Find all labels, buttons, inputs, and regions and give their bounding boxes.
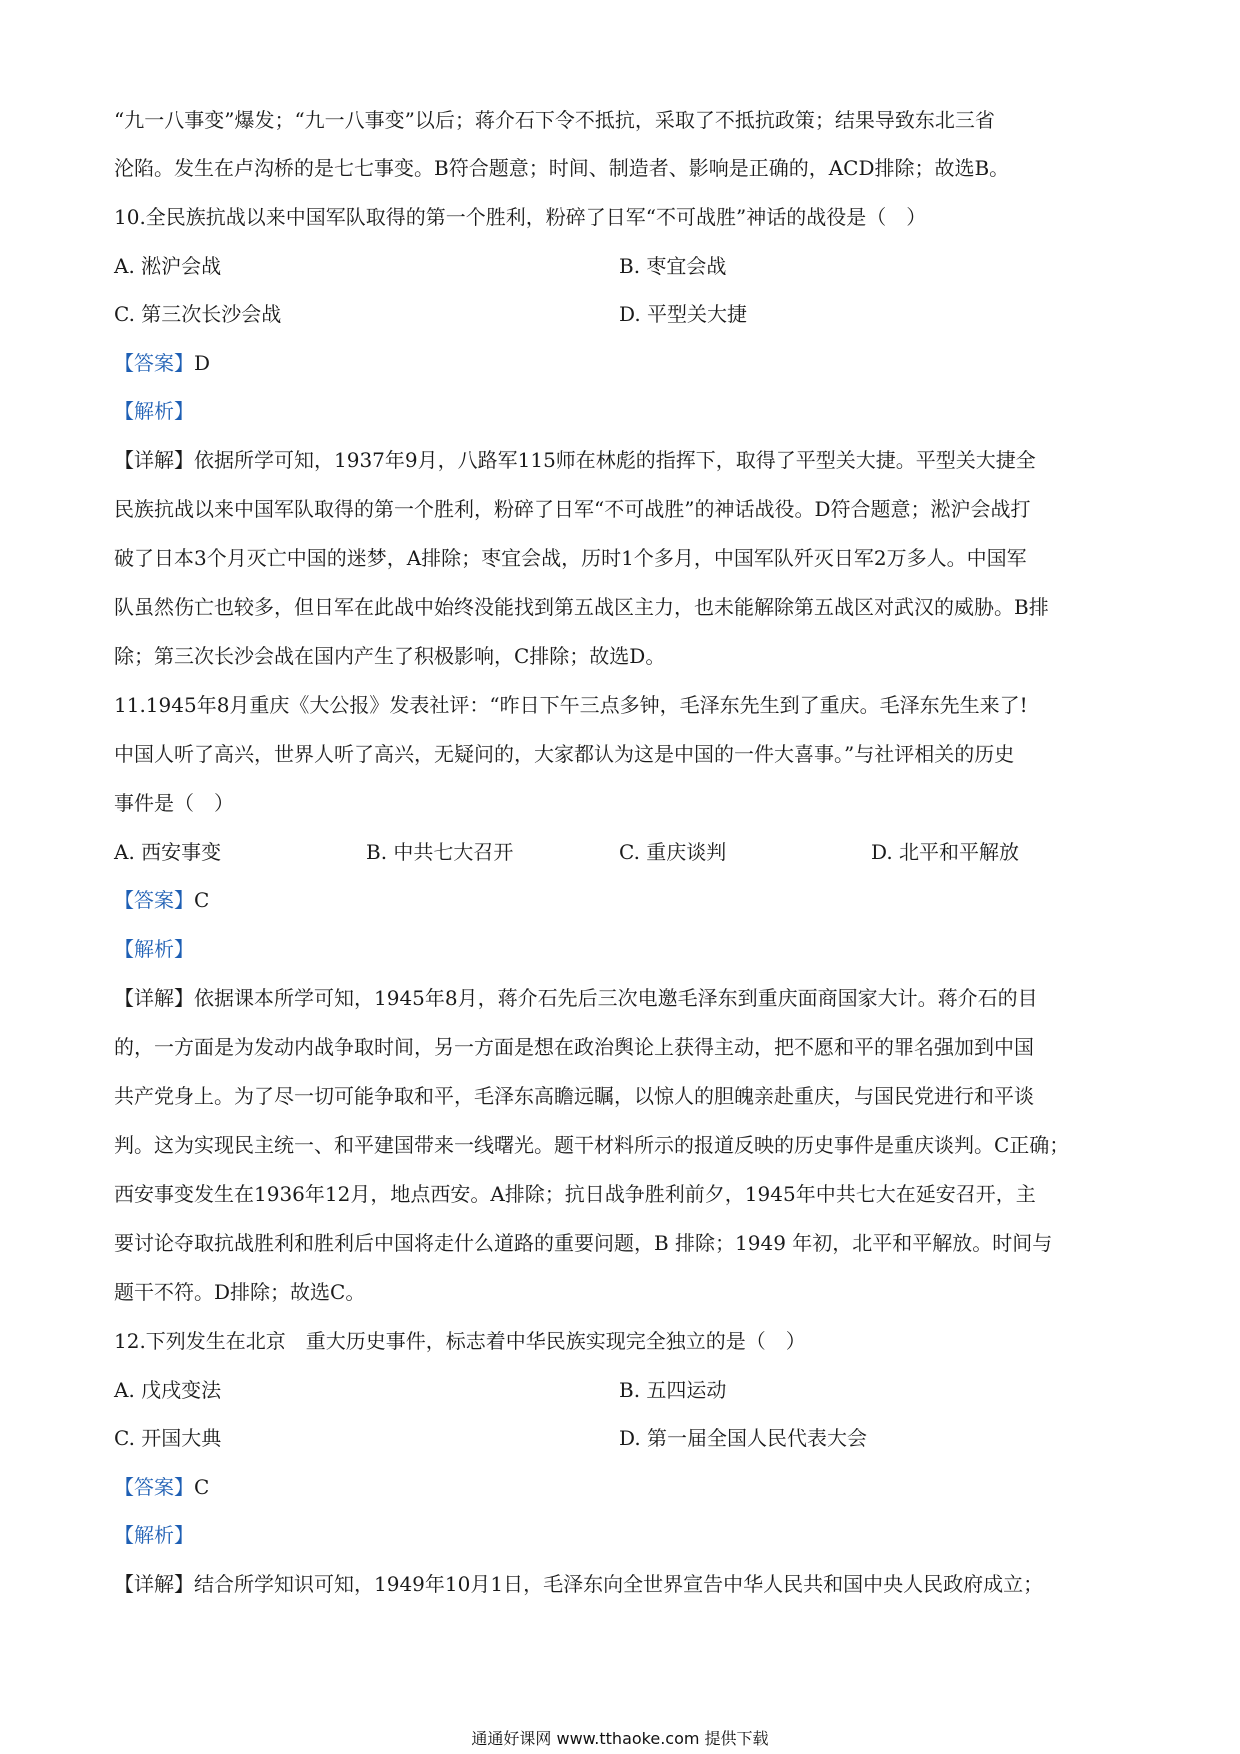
carryover-line-1: “九一八事变”爆发；“九一八事变”以后；蒋介石下令不抵抗，采取了不抵抗政策；结果导致东北三省 (114, 108, 995, 132)
q10-option-c: C. 第三次长沙会战 (114, 302, 282, 326)
q10-detail-line-4: 队虽然伤亡也较多，但日军在此战中始终没能找到第五战区主力，也未能解除第五战区对武汉的威胁。B排 (114, 595, 1049, 619)
q11-detail-text-1: 依据课本所学可知，1945年8月，蒋介石先后三次电邀毛泽东到重庆面商国家大计。蒋介石的目 (194, 986, 1038, 1010)
q11-answer (114, 887, 209, 913)
q12-option-a: A. 戊戌变法 (114, 1378, 222, 1402)
q10-answer (114, 350, 210, 376)
detail-label: 【详解】 (114, 1572, 194, 1596)
q10-answer-value: D (194, 351, 211, 375)
q12-stem: 12.下列发生在北京 重大历史事件，标志着中华民族实现完全独立的是（ ） (114, 1329, 806, 1353)
q11-option-a: A. 西安事变 (114, 840, 222, 864)
q12-analysis (114, 1522, 194, 1548)
q10-detail-line-1 (114, 447, 1036, 473)
analysis-label: 【解析】 (114, 399, 194, 423)
q10-detail-line-2: 民族抗战以来中国军队取得的第一个胜利，粉碎了日军“不可战胜”的神话战役。D符合题意；淞沪会战打 (114, 497, 1031, 521)
q10-option-b: B. 枣宜会战 (619, 254, 727, 278)
q11-detail-line-6: 要讨论夺取抗战胜利和胜利后中国将走什么道路的重要问题，B 排除；1949 年初，北平和平解放。时间与 (114, 1231, 1053, 1255)
answer-label: 【答案】 (114, 1475, 194, 1499)
q11-detail-line-7: 题干不符。D排除；故选C。 (114, 1280, 366, 1304)
analysis-label: 【解析】 (114, 937, 194, 961)
q10-option-a: A. 淞沪会战 (114, 254, 222, 278)
q11-detail-line-5: 西安事变发生在1936年12月，地点西安。A排除；抗日战争胜利前夕，1945年中共七大在延安召开，主 (114, 1182, 1036, 1206)
q11-stem-line-1: 11.1945年8月重庆《大公报》发表社评：“昨日下午三点多钟，毛泽东先生到了重庆。毛泽东先生来了! (114, 693, 1028, 717)
q11-detail-line-4: 判。这为实现民主统一、和平建国带来一线曙光。题干材料所示的报道反映的历史事件是重庆谈判。C正确； (114, 1133, 1070, 1157)
q10-detail-line-3: 破了日本3个月灭亡中国的迷梦，A排除；枣宜会战，历时1个多月，中国军队歼灭日军2万多人。中国军 (114, 546, 1027, 570)
q12-option-b: B. 五四运动 (619, 1378, 727, 1402)
q11-option-b: B. 中共七大召开 (366, 840, 514, 864)
q12-option-d: D. 第一届全国人民代表大会 (619, 1426, 868, 1450)
q11-detail-line-1 (114, 985, 1038, 1011)
q11-option-d: D. 北平和平解放 (871, 840, 1020, 864)
q11-stem-line-2: 中国人听了高兴，世界人听了高兴，无疑问的，大家都认为这是中国的一件大喜事。”与社评相关的历史 (114, 742, 1015, 766)
page-footer: 通通好课网 www.tthaoke.com 提供下载 (471, 1729, 769, 1748)
q10-detail-text-1: 依据所学可知，1937年9月，八路军115师在林彪的指挥下，取得了平型关大捷。平型关大捷全 (194, 448, 1036, 472)
answer-label: 【答案】 (114, 888, 194, 912)
detail-label: 【详解】 (114, 448, 194, 472)
q11-stem-line-3: 事件是（ ） (114, 791, 234, 815)
q12-detail-text-1: 结合所学知识可知，1949年10月1日，毛泽东向全世界宣告中华人民共和国中央人民政府成立； (194, 1572, 1044, 1596)
q10-detail-line-5: 除；第三次长沙会战在国内产生了积极影响，C排除；故选D。 (114, 644, 666, 668)
q11-analysis (114, 936, 194, 962)
q11-detail-line-2: 的，一方面是为发动内战争取时间，另一方面是想在政治舆论上获得主动，把不愿和平的罪名强加到中国 (114, 1035, 1034, 1059)
q12-answer-value: C (194, 1475, 210, 1499)
q10-option-d: D. 平型关大捷 (619, 302, 748, 326)
q11-option-c: C. 重庆谈判 (619, 840, 727, 864)
answer-label: 【答案】 (114, 351, 194, 375)
q11-detail-line-3: 共产党身上。为了尽一切可能争取和平，毛泽东高瞻远瞩，以惊人的胆魄亲赴重庆，与国民党进行和平谈 (114, 1084, 1034, 1108)
q12-option-c: C. 开国大典 (114, 1426, 222, 1450)
carryover-line-2: 沦陷。发生在卢沟桥的是七七事变。B符合题意；时间、制造者、影响是正确的，ACD排除；故选B。 (114, 156, 1010, 180)
q10-stem: 10.全民族抗战以来中国军队取得的第一个胜利，粉碎了日军“不可战胜”神话的战役是（ ） (114, 205, 927, 229)
q10-analysis (114, 398, 194, 424)
q12-detail-line-1 (114, 1571, 1043, 1597)
detail-label: 【详解】 (114, 986, 194, 1010)
q11-answer-value: C (194, 888, 210, 912)
analysis-label: 【解析】 (114, 1523, 194, 1547)
q12-answer (114, 1474, 209, 1500)
